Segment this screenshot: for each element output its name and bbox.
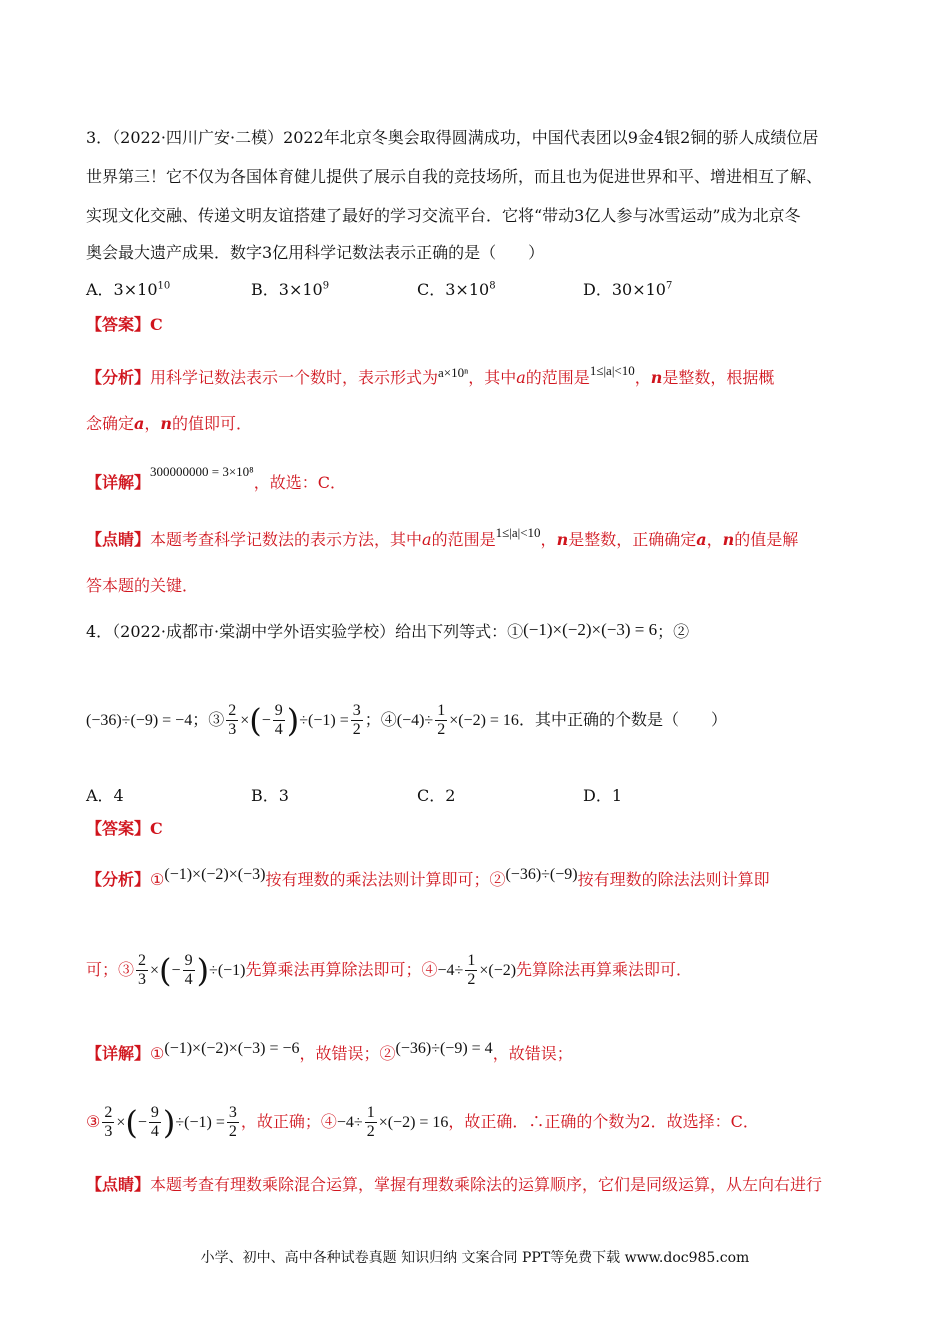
q3-line4: 奥会最大遗产成果．数字3亿用科学记数法表示正确的是（ ）: [86, 243, 545, 262]
q4-equations: (−36)÷(−9) = −4；③ $\frac{2}{3}$ ×(− $\frac{9}{4}$ )÷(−1) = $\frac{3}{2}$ ；④(−4)÷ $\frac{1}{2}$ ×(−2) = 16．其中正确的个数是（ ）: [86, 701, 727, 740]
q3-comment-line2: 答本题的关键．: [86, 576, 199, 595]
q3-option-c: C．$3\times 10^8$: [417, 280, 496, 299]
q4-analysis-line2: 可；③ $\frac{2}{3}$ ×(− $\frac{9}{4}$ )÷(−1)先算乘法再算除法即可；④−4÷ $\frac{1}{2}$ ×(−2)先算除法再算乘法即可．: [86, 951, 693, 990]
q4-option-d: D．1: [583, 786, 623, 805]
q4-answer: 【答案】C: [86, 819, 163, 838]
q4-option-b: B．3: [251, 786, 289, 805]
q4-detail-line2: ③ $\frac{2}{3}$ ×(− $\frac{9}{4}$ )÷(−1) = $\frac{3}{2}$ ，故正确；④−4÷ $\frac{1}{2}$ ×(−2) = 16，故正确．∴正确的个数为2．故选择：C．: [86, 1103, 759, 1142]
q4-comment: 【点睛】本题考查有理数乘除混合运算，掌握有理数乘除法的运算顺序，它们是同级运算，从左向右进行: [86, 1175, 823, 1194]
q4-option-c: C．2: [417, 786, 456, 805]
q4-intro: 4．（2022·成都市·棠湖中学外语实验学校）给出下列等式：①(−1)×(−2)×(−3) = 6；②: [86, 620, 690, 641]
q3-analysis-line1: 【分析】用科学记数法表示一个数时，表示形式为$^{a\times 10^n}$，其中a的范围是$^{1\le|a|<10}$，n是整数，根据概: [86, 363, 775, 387]
q3-detail: 【详解】$^{300000000 = 3\times 10^8}$，故选：C．: [86, 464, 346, 492]
q3-option-a: A．$3\times 10^{10}$: [86, 280, 171, 299]
q3-line2: 世界第三！它不仅为各国体育健儿提供了展示自我的竞技场所，而且也为促进世界和平、增进相互了解、: [86, 167, 823, 186]
page-footer: 小学、初中、高中各种试卷真题 知识归纳 文案合同 PPT等免费下载 www.doc985.com: [200, 1250, 750, 1266]
q4-analysis-line1: 【分析】①(−1)×(−2)×(−3)按有理数的乘法法则计算即可；②(−36)÷(−9)按有理数的除法法则计算即: [86, 866, 770, 889]
q3-answer: 【答案】C: [86, 315, 163, 334]
q4-detail-line1: 【详解】①(−1)×(−2)×(−3) = −6，故错误；②(−36)÷(−9) = 4，故错误；: [86, 1040, 573, 1063]
q3-analysis-line2: 念确定a，n的值即可．: [86, 414, 253, 433]
q4-option-a: A．4: [86, 786, 124, 805]
q3-line3: 实现文化交融、传递文明友谊搭建了最好的学习交流平台．它将“带动3亿人参与冰雪运动”成为北京冬: [86, 206, 801, 225]
q3-comment-line1: 【点睛】本题考查科学记数法的表示方法，其中a的范围是$^{1\le|a|<10}$，n是整数，正确确定a，n的值是解: [86, 525, 799, 549]
q3-line1: 3．（2022·四川广安·二模）2022年北京冬奥会取得圆满成功，中国代表团以9金4银2铜的骄人成绩位居: [86, 128, 819, 147]
q3-option-b: B．$3\times 10^9$: [251, 280, 330, 299]
q3-option-d: D．$30\times 10^7$: [583, 280, 673, 299]
